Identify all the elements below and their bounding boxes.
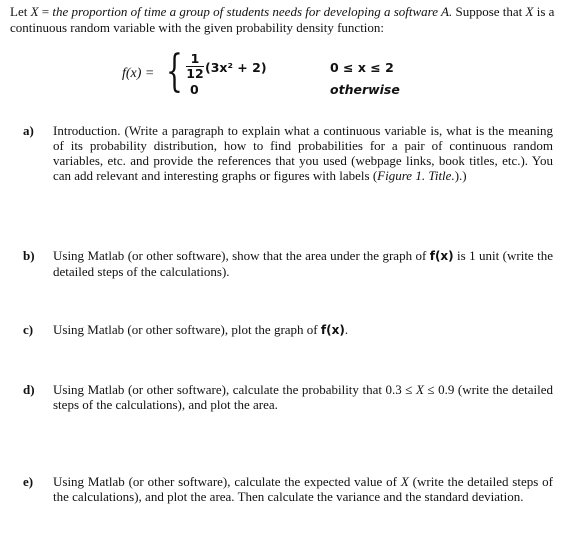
variable-x: X: [400, 474, 409, 489]
question-label: e): [23, 474, 34, 489]
function-lhs: f(x) =: [122, 66, 155, 81]
otherwise-condition: otherwise: [330, 82, 400, 97]
question-label: c): [23, 322, 34, 337]
question-text-part: ≤ 0.9 (write the detailed steps of the calculations), and plot the area.: [53, 382, 553, 412]
question-text-part: is 1 unit (write the detailed steps of the calculations).: [53, 248, 553, 279]
intro-text: is a continuous random variable with the given probability density function:: [10, 4, 555, 35]
question-d: [23, 382, 553, 412]
question-a: [23, 123, 553, 183]
question-text-part: Using Matlab (or other software), show that the area under the graph of: [53, 248, 430, 263]
fraction-denominator: 12: [186, 66, 204, 81]
question-label: b): [23, 248, 35, 263]
question-b: [23, 248, 553, 279]
question-text-part: (write the detailed steps of the calculations), and plot the area. Then calculate the variance and the standard deviation.: [53, 474, 553, 504]
question-text: [33, 474, 553, 504]
question-label: a): [23, 123, 34, 138]
question-text-part: Using Matlab (or other software), calculate the expected value of: [53, 474, 401, 489]
zero-case: 0: [190, 82, 199, 97]
intro-text: Let: [10, 4, 31, 19]
question-label: d): [23, 382, 35, 397]
variable-x: X: [525, 4, 534, 19]
variable-definition: the proportion of time a group of students needs for developing a software A.: [52, 4, 453, 19]
intro-text: =: [38, 4, 53, 19]
figure-caption-example: Figure 1. Title.: [377, 168, 455, 183]
function-symbol: f(x): [429, 249, 454, 263]
function-symbol: f(x): [320, 323, 345, 337]
question-c: [23, 322, 553, 338]
question-text-part: ).): [454, 168, 467, 183]
question-text-part: Introduction. (Write a paragraph to explain what a continuous variable is, what is the meaning of its probability distribution, how to find probabilities for a pair of continuous random variables, etc. and provide the references that you used (webpage links, book titles, etc.). You can add relevant and interesting graphs or figures with labels (: [53, 123, 553, 183]
problem-statement: [10, 4, 562, 36]
variable-x: X: [415, 382, 424, 397]
question-text-part: Using Matlab (or other software), plot the graph of: [53, 322, 321, 337]
density-function: [0, 46, 572, 102]
intro-text: Suppose that: [452, 4, 526, 19]
question-text: [33, 382, 553, 412]
question-text: [33, 123, 553, 183]
left-brace: {: [166, 46, 183, 97]
question-text-part: Using Matlab (or other software), calculate the probability that 0.3 ≤: [53, 382, 416, 397]
fraction-numerator: 1: [186, 52, 204, 67]
variable-x: X: [30, 4, 39, 19]
domain-condition: 0 ≤ x ≤ 2: [330, 60, 394, 75]
fraction: [186, 52, 204, 81]
question-text: [33, 322, 553, 338]
question-text: [33, 248, 553, 279]
question-e: [23, 474, 553, 504]
question-text-part: .: [344, 322, 349, 337]
polynomial-expression: (3x² + 2): [205, 60, 267, 75]
